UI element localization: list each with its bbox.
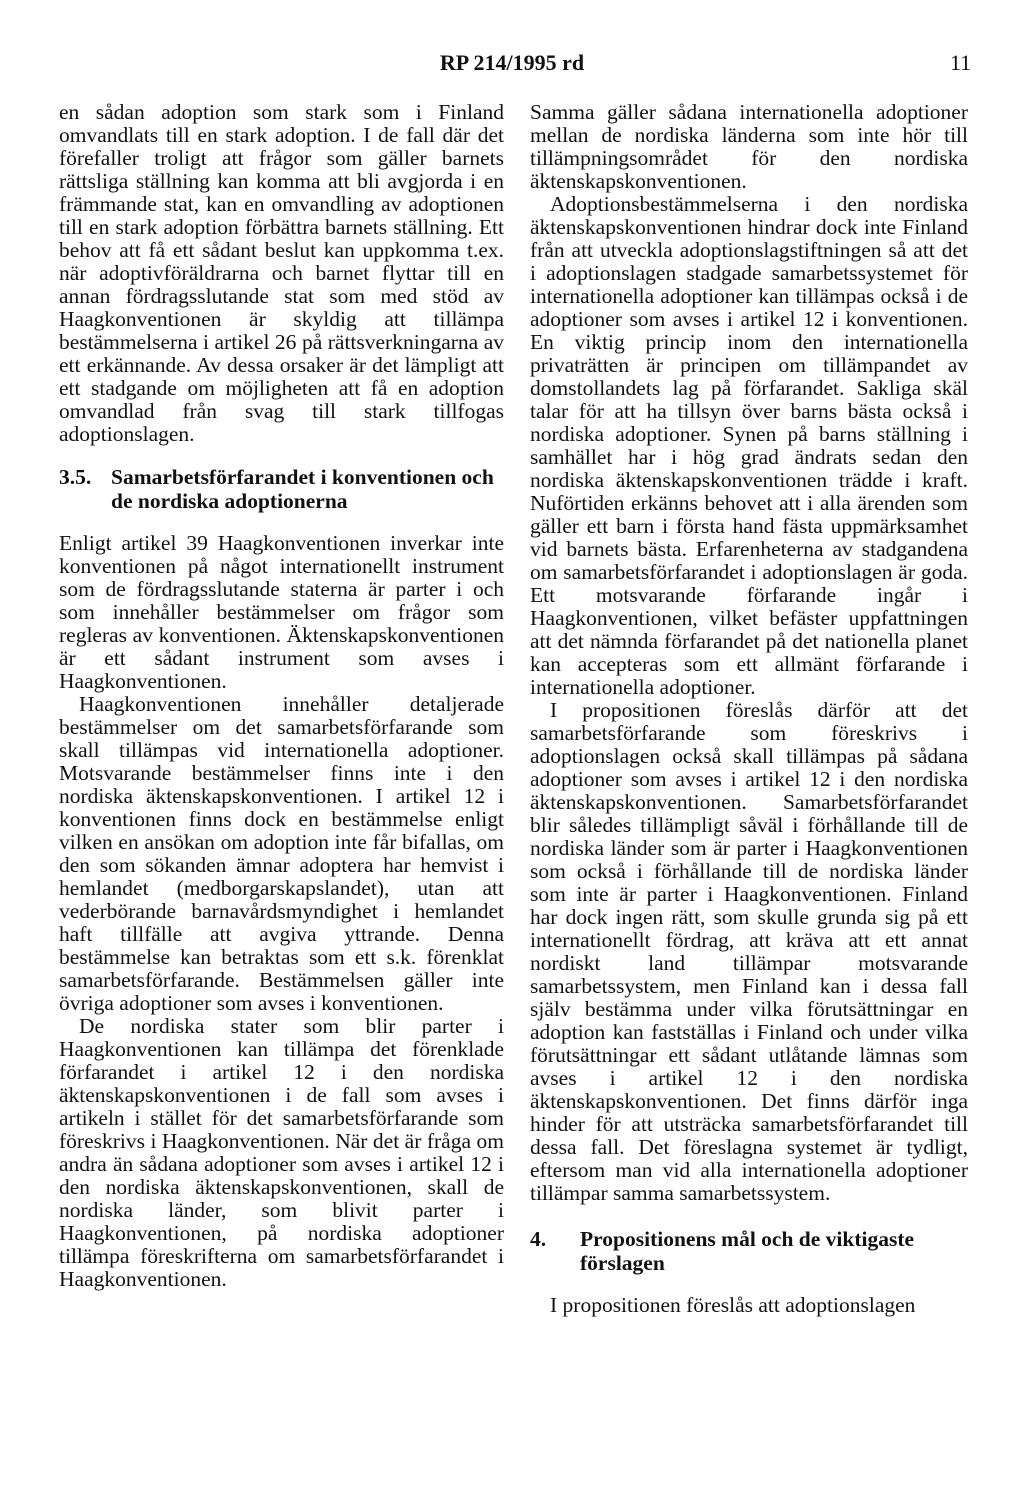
left-paragraph-4: De nordiska stater som blir parter i Haagkonventionen kan tillämpa det förenklade förfarandet i artikel 12 i den nordiska äktenskapskonventionen i de fall som avses i artikeln i stället för det samarbetsförfarande som föreskrivs i Haagkonventionen. När det är fråga om andra än sådana adoptioner som avses i artikel 12 i den nordiska äktenskapskonventionen, skall de nordiska länder, som blivit parter i Haagkonventionen, på nordiska adoptioner tillämpa föreskrifterna om samarbetsförfarandet i Haagkonventionen. xyxy=(59,1014,504,1291)
section-title: Propositionens mål och de viktigaste förslagen xyxy=(580,1227,915,1275)
left-column xyxy=(59,101,504,1291)
section-number: 4. xyxy=(530,1227,547,1251)
right-paragraph-3: I propositionen föreslås därför att det samarbetsförfarande som föreskrivs i adoptionslagen också skall tillämpas på sådana adoptioner som avses i artikel 12 i den nordiska äktenskapskonventionen. Samarbetsförfarandet blir således tillämpligt såväl i förhållande till de nordiska länder som är parter i Haagkonventionen som också i förhållande till de nordiska länder som inte är parter i Haagkonventionen. Finland har dock ingen rätt, som skulle grunda sig på ett internationellt fördrag, att kräva att ett annat nordiskt land tillämpar motsvarande samarbetssystem, men Finland kan i dessa fall själv bestämma under vilka förutsättningar en adoption kan fastställas i Finland och under vilka förutsättningar ett sådant utlåtande lämnas som avses i artikel 12 i den nordiska äktenskapskonventionen. Det finns därför inga hinder för att utsträcka samarbetsförfarandet till dessa fall. Det föreslagna systemet är tydligt, eftersom man vid alla internationella adoptioner tillämpar samma samarbetssystem. xyxy=(530,698,968,1205)
left-paragraph-1: en sådan adoption som stark som i Finland omvandlats till en stark adoption. I de fall där det förefaller troligt att frågor som gäller barnets rättsliga ställning kan komma att bli avgjorda i en främmande stat, kan en omvandling av adoptionen till en stark adoption förbättra barnets ställning. Ett behov att få ett sådant beslut kan uppkomma t.ex. när adoptivföräldrarna och barnet flyttar till en annan fördragsslutande stat som med stöd av Haagkonventionen är skyldig att tillämpa bestämmelserna i artikel 26 på rättsverkningarna av ett erkännande. Av dessa orsaker är det lämpligt att ett stadgande om möjligheten att få en adoption omvandlad från svag till stark tillfogas adoptionslagen. xyxy=(59,100,504,446)
section-title: Samarbetsförfarandet i konventionen och de nordiska adoptionerna xyxy=(111,465,494,513)
section-heading-3-5 xyxy=(59,465,504,513)
right-paragraph-4: I propositionen föreslås att adoptionslagen xyxy=(550,1293,916,1317)
left-paragraph-3: Haagkonventionen innehåller detaljerade bestämmelser om det samarbetsförfarande som skall tillämpas vid internationella adoptioner. Motsvarande bestämmelser finns inte i den nordiska äktenskapskonventionen. I artikel 12 i konventionen finns dock en bestämmelse enligt vilken en ansökan om adoption inte får bifallas, om den som sökanden ämnar adoptera har hemvist i hemlandet (medborgarskapslandet), utan att vederbörande barnavårdsmyndighet i hemlandet haft tillfälle att avgiva yttrande. Denna bestämmelse kan betraktas som ett s.k. förenklat samarbetsförfarande. Bestämmelsen gäller inte övriga adoptioner som avses i konventionen. xyxy=(59,692,504,1015)
section-heading-4 xyxy=(530,1227,968,1275)
right-paragraph-2: Adoptionsbestämmelserna i den nordiska äktenskapskonventionen hindrar dock inte Finland från att utveckla adoptionslagstiftningen så att det i adoptionslagen stadgade samarbetssystemet för internationella adoptioner kan tillämpas också i de adoptioner som avses i artikel 12 i konventionen. En viktig princip inom den internationella privaträtten är principen om tillämpandet av domstollandets lag på förfarandet. Sakliga skäl talar för att ha tillsyn över barns bästa också i nordiska adoptioner. Synen på barns ställning i samhället har i hög grad ändrats sedan den nordiska äktenskapskonventionen trädde i kraft. Nuförtiden erkänns behovet att i alla ärenden som gäller ett barn i första hand fästa uppmärksamhet vid barnets bästa. Erfarenheterna av stadgandena om samarbetsförfarandet i adoptionslagen är goda. Ett motsvarande förfarande ingår i Haagkonventionen, vilket befäster uppfattningen att det nämnda förfarandet på det nationella planet kan accepteras som ett allmänt förfarande i internationella adoptioner. xyxy=(530,192,968,699)
page-number: 11 xyxy=(950,50,972,75)
left-paragraph-2: Enligt artikel 39 Haagkonventionen inverkar inte konventionen på något internationellt instrument som de fördragsslutande staterna är parter i och som innehåller bestämmelser om frågor som regleras av konventionen. Äktenskapskonventionen är ett sådant instrument som avses i Haagkonventionen. xyxy=(59,531,504,693)
right-paragraph-1: Samma gäller sådana internationella adoptioner mellan de nordiska länderna som inte hör till tillämpningsområdet för den nordiska äktenskapskonventionen. xyxy=(530,100,968,193)
running-header-title: RP 214/1995 rd xyxy=(439,50,585,75)
right-column xyxy=(530,101,968,1317)
section-number: 3.5. xyxy=(59,465,92,489)
